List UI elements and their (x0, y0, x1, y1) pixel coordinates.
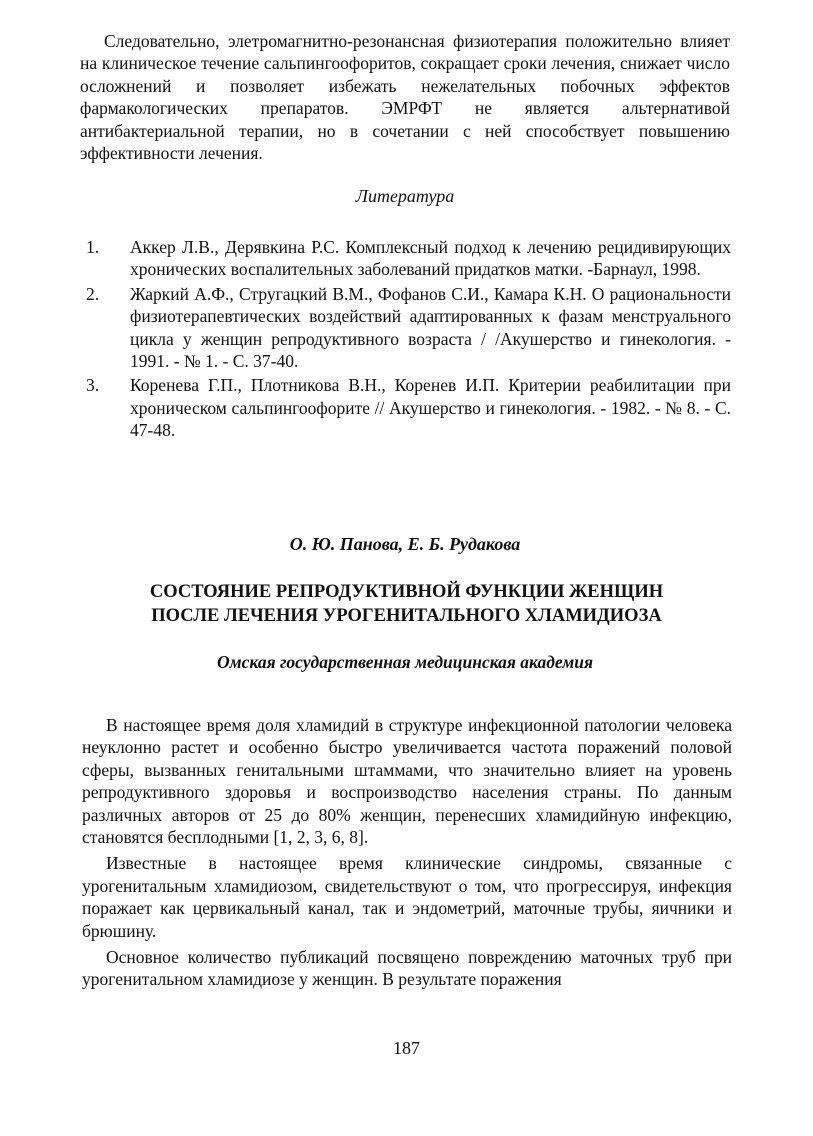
reference-text: Аккер Л.В., Дерявкина Р.С. Комплексный подход к лечению рецидивирующих хронических воспалительных заболеваний придатков матки. -Барнаул, 1998. (130, 237, 731, 280)
article-body (82, 714, 732, 991)
article-institution: Омская государственная медицинская академия (217, 652, 593, 672)
references-heading-block (80, 185, 730, 207)
reference-number: 3. (86, 375, 100, 396)
body-paragraph: В настоящее время доля хламидий в структуре инфекционной патологии человека неуклонно растет и особенно быстро увеличивается частота поражений половой сферы, вызванных генитальными штаммами, что значительно влияет на уровень репродуктивного здоровья и воспроизводство населения страны. По данным различных авторов от 25 до 80% женщин, перенесших хламидийную инфекцию, становятся бесплодными [1, 2, 3, 6, 8]. (82, 715, 732, 848)
body-paragraph: Основное количество публикаций посвящено повреждению маточных труб при урогенитальном хламидиозе у женщин. В результате поражения (82, 947, 732, 990)
closing-paragraph: Следовательно, элетромагнитно-резонансная физиотерапия положительно влияет на клиническое течение сальпингоофоритов, сокращает сроки лечения, снижает число осложнений и позволяет избежать нежелательных побочных эффектов фармакологических препаратов. ЭМРФТ не является альтернативой антибактериальной терапии, но в сочетании с ней способствует повышению эффективности лечения. (80, 31, 730, 164)
article-authors-block (80, 533, 730, 555)
article-authors: О. Ю. Панова, Е. Б. Рудакова (289, 534, 521, 554)
references-heading: Литература (355, 186, 455, 206)
article-title-line-1: СОСТОЯНИЕ РЕПРОДУКТИВНОЙ ФУНКЦИИ ЖЕНЩИН (149, 582, 664, 602)
reference-item (86, 374, 731, 441)
article-institution-block (80, 651, 730, 673)
reference-number: 2. (86, 283, 100, 304)
reference-text: Коренева Г.П., Плотникова В.Н., Коренев И.П. Критерии реабилитации при хроническом сальпингоофорите // Акушерство и гинекология. - 1982. - № 8. - С. 47-48. (130, 375, 731, 441)
references-list (86, 236, 731, 444)
reference-number: 1. (86, 237, 100, 257)
reference-item (86, 283, 731, 373)
article-title-line-2: ПОСЛЕ ЛЕЧЕНИЯ УРОГЕНИТАЛЬНОГО ХЛАМИДИОЗА (151, 606, 662, 626)
closing-paragraph-block (80, 30, 730, 164)
reference-item (86, 236, 731, 281)
article-title (60, 580, 753, 628)
reference-text: Жаркий А.Ф., Стругацкий В.М., Фофанов С.И., Камара К.Н. О рациональности физиотерапевтических воздействий адаптированных к фазам менструального цикла у женщин репродуктивного возраста / /Акушерство и гинекология. - 1991. - № 1. - С. 37-40. (130, 283, 731, 372)
page-number: 187 (393, 1038, 420, 1058)
body-paragraph: Известные в настоящее время клинические синдромы, связанные с урогенитальным хламидиозом, свидетельствуют о том, что прогрессируя, инфекция поражает как цервикальный канал, так и эндометрий, маточные трубы, яичники и брюшину. (82, 853, 732, 941)
